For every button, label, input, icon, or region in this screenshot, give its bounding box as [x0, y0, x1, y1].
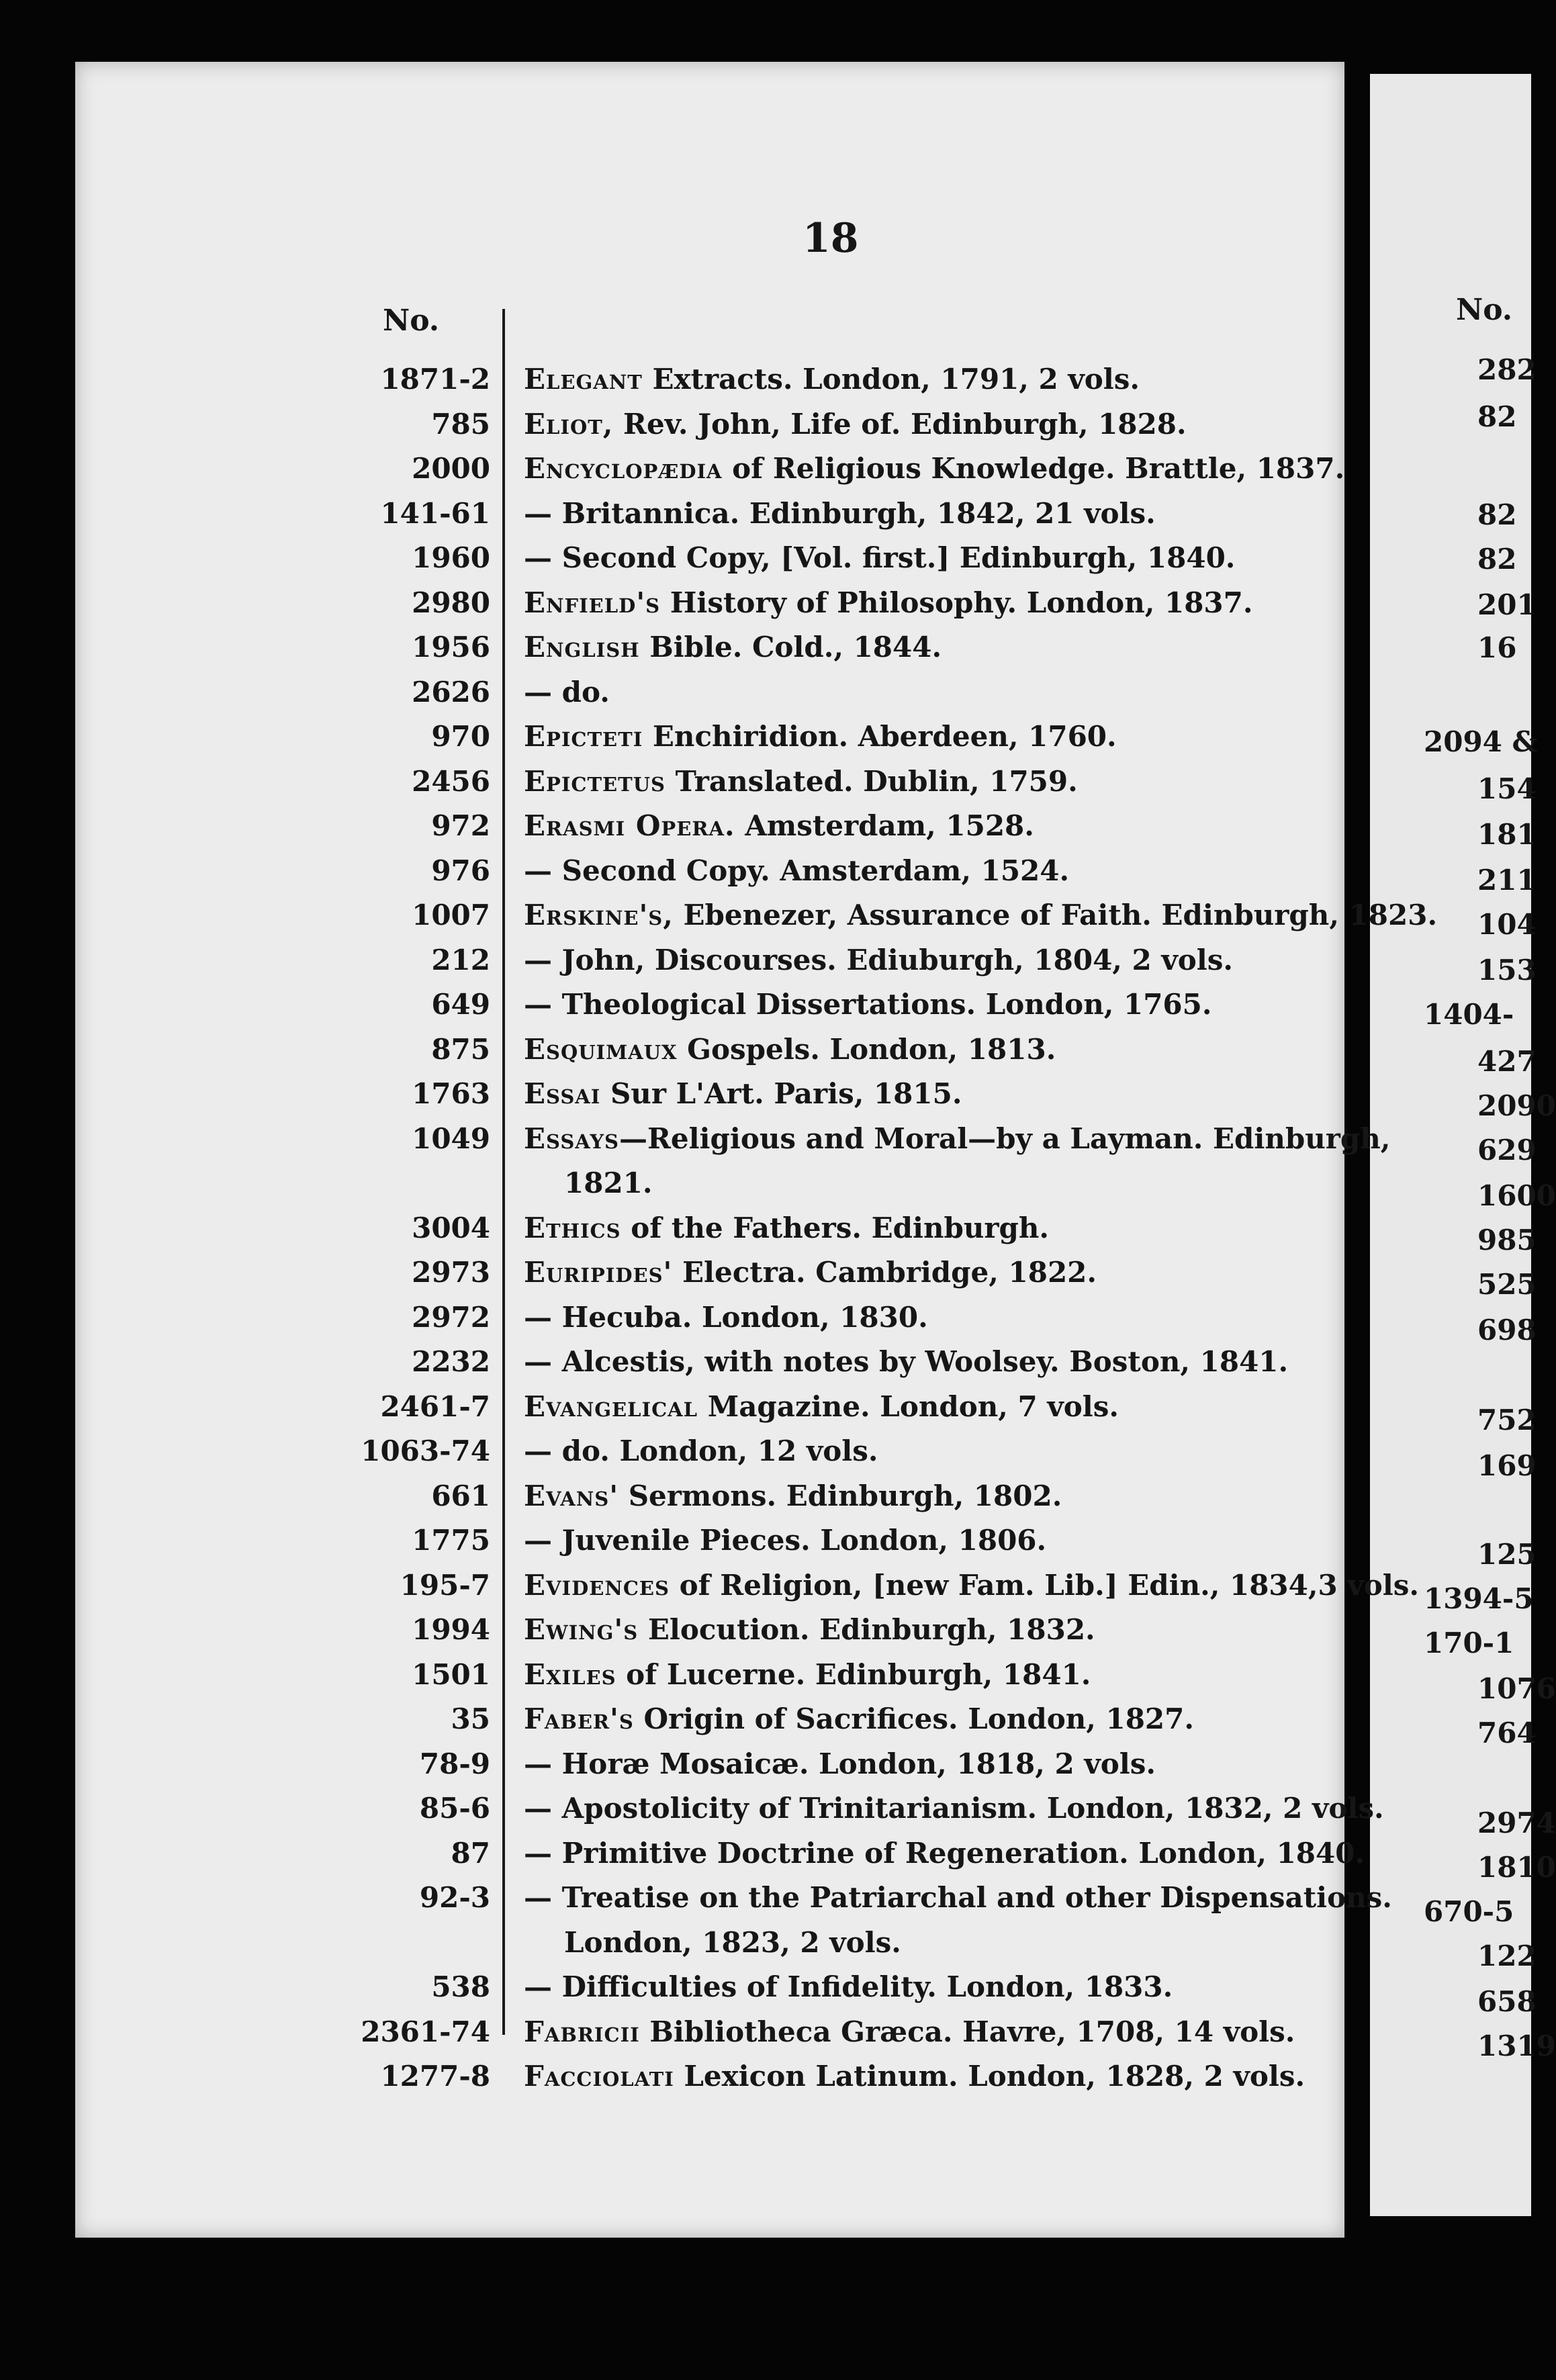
entry-text — [524, 1256, 1097, 1289]
entry-lead: Epicteti — [524, 720, 643, 753]
entry-body: Electra. Cambridge, 1822. — [672, 1256, 1097, 1289]
right-page-number: 1394-5 — [1424, 1582, 1534, 1615]
entry-number: 2626 — [412, 675, 490, 708]
entry-number: 2461-7 — [380, 1389, 490, 1423]
entry-body: — Britannica. Edinburgh, 1842, 21 vols. — [524, 496, 1156, 530]
entry-text — [524, 1122, 1390, 1155]
entry-body: Sermons. Edinburgh, 1802. — [619, 1479, 1062, 1512]
entry-row — [0, 1390, 1343, 1437]
entry-number: 2972 — [412, 1300, 490, 1334]
right-page-number: 282 — [1477, 353, 1537, 386]
entry-number: 1049 — [412, 1122, 490, 1155]
entry-body: Enchiridion. Aberdeen, 1760. — [643, 720, 1117, 753]
entry-body: — do. — [524, 675, 610, 708]
entry-text — [524, 1569, 1419, 1602]
entry-text — [524, 1613, 1095, 1646]
right-page-number: 698 — [1477, 1314, 1537, 1346]
entry-number: 976 — [431, 854, 490, 887]
entry-row — [0, 944, 1343, 991]
entry-lead: Evangelical — [524, 1389, 698, 1423]
entry-row — [0, 1077, 1343, 1124]
entry-row — [0, 854, 1343, 901]
entry-row — [0, 497, 1343, 544]
entry-body: — Juvenile Pieces. London, 1806. — [524, 1524, 1047, 1557]
entry-text — [524, 809, 1034, 842]
entry-number: 785 — [431, 407, 490, 441]
entry-row — [0, 1122, 1391, 1169]
entry-number: 2456 — [412, 764, 490, 798]
right-page-number: 764 — [1477, 1717, 1537, 1749]
entry-number: 972 — [431, 809, 490, 842]
right-page-number: 1076 — [1477, 1672, 1556, 1705]
entry-body: Bible. Cold., 1844. — [639, 631, 942, 663]
right-page-number: 104 — [1477, 908, 1537, 941]
entry-text — [524, 765, 1078, 798]
entry-number: 87 — [451, 1836, 490, 1870]
entry-text — [524, 541, 1235, 574]
entry-text — [524, 1077, 962, 1110]
entry-number: 1960 — [412, 541, 490, 574]
entry-number: 1063-74 — [361, 1434, 490, 1467]
entry-continuation: London, 1823, 2 vols. — [564, 1925, 901, 1959]
entry-lead: Fabricii — [524, 2015, 640, 2048]
entry-number: 1277-8 — [380, 2060, 490, 2093]
entry-continuation: 1821. — [564, 1166, 653, 1199]
entry-number: 85-6 — [419, 1792, 490, 1825]
entry-row — [0, 631, 1343, 678]
entry-number: 212 — [431, 943, 490, 976]
entry-text — [524, 586, 1253, 619]
entry-row — [0, 1747, 1343, 1794]
entry-body: — do. London, 12 vols. — [524, 1434, 878, 1467]
entry-lead: Esquimaux — [524, 1032, 678, 1066]
entry-row — [0, 2060, 1343, 2107]
entry-text — [524, 1658, 1091, 1691]
entry-number: 1994 — [412, 1613, 490, 1646]
entry-number: 2980 — [412, 586, 490, 619]
entry-text — [524, 854, 1069, 887]
entry-number: 875 — [431, 1032, 490, 1066]
entry-text — [524, 497, 1156, 530]
entry-number: 2973 — [412, 1256, 490, 1289]
right-page-number: 153 — [1477, 954, 1537, 987]
entry-body: Lexicon Latinum. London, 1828, 2 vols. — [674, 2060, 1306, 2093]
entry-row — [0, 408, 1343, 455]
entry-row — [0, 1836, 1365, 1884]
right-page-number: 16 — [1477, 631, 1517, 664]
entry-text — [524, 2015, 1295, 2048]
entry-body: —Religious and Moral—by a Layman. Edinburgh, — [619, 1122, 1391, 1155]
entry-number: 195-7 — [400, 1568, 490, 1602]
entry-text — [524, 1702, 1194, 1735]
entry-number: 1956 — [412, 631, 490, 663]
entry-body: — Theological Dissertations. London, 1765. — [524, 988, 1212, 1021]
entry-row — [0, 541, 1343, 588]
entry-text — [524, 1390, 1119, 1423]
entry-number: 538 — [431, 1970, 490, 2003]
entry-number: 970 — [431, 720, 490, 753]
right-page-number: 658 — [1477, 1985, 1537, 2018]
right-page-number: 2974 — [1477, 1806, 1556, 1839]
entry-number: 3004 — [412, 1211, 490, 1244]
entry-body: Ebenezer, Assurance of Faith. Edinburgh, 1823. — [673, 899, 1438, 931]
entry-row — [0, 1256, 1343, 1303]
entry-body: Translated. Dublin, 1759. — [665, 764, 1078, 798]
entry-row — [0, 1792, 1384, 1839]
entry-text — [524, 676, 610, 708]
entry-row — [0, 452, 1343, 499]
entry-body: Sur L'Art. Paris, 1815. — [600, 1077, 962, 1110]
entry-body: Extracts. London, 1791, 2 vols. — [642, 363, 1140, 396]
entry-lead: Facciolati — [524, 2060, 674, 2093]
entry-text — [524, 1345, 1288, 1378]
entry-row — [0, 586, 1343, 633]
entry-body: Bibliotheca Græca. Havre, 1708, 14 vols. — [639, 2015, 1295, 2048]
page-number: 18 — [803, 215, 859, 262]
entry-row — [0, 1434, 1343, 1481]
entry-row — [0, 1568, 1419, 1616]
entry-number: 2361-74 — [361, 2015, 490, 2048]
right-page-number: 122 — [1477, 1939, 1537, 1972]
entry-lead: Exiles — [524, 1657, 616, 1691]
entry-text — [524, 1033, 1056, 1066]
entry-text — [524, 363, 1140, 396]
entry-body: — Second Copy. Amsterdam, 1524. — [524, 854, 1070, 887]
entry-row — [0, 1970, 1343, 2017]
right-page-number: 2090 — [1477, 1089, 1556, 1122]
entry-number: 661 — [431, 1479, 490, 1512]
entry-lead: Ewing's — [524, 1613, 639, 1646]
right-page-number: 985 — [1477, 1224, 1537, 1256]
entry-text — [524, 408, 1187, 441]
entry-row — [0, 720, 1343, 767]
entry-row — [0, 1301, 1343, 1348]
entry-lead: Euripides' — [524, 1256, 673, 1289]
entry-row — [0, 765, 1343, 812]
entry-body: of Lucerne. Edinburgh, 1841. — [616, 1657, 1091, 1691]
entry-lead: Evans' — [524, 1479, 619, 1512]
entry-text — [524, 899, 1437, 931]
right-page-number: 1319 — [1477, 2029, 1556, 2062]
entry-lead: Erasmi Opera. — [524, 809, 735, 842]
entry-text — [524, 1792, 1384, 1825]
entry-number: 1763 — [412, 1077, 490, 1110]
entry-row — [0, 1524, 1343, 1571]
entry-text — [524, 1970, 1173, 2003]
right-page-number: 525 — [1477, 1268, 1537, 1301]
entry-body: History of Philosophy. London, 1837. — [660, 586, 1253, 619]
right-page-number: 427 — [1477, 1045, 1537, 1078]
entry-row — [0, 1033, 1343, 1080]
entry-body: Amsterdam, 1528. — [735, 809, 1034, 842]
right-page-number: 629 — [1477, 1134, 1537, 1166]
right-page-number: 169 — [1477, 1449, 1537, 1482]
entry-text — [524, 988, 1212, 1021]
entry-body: Origin of Sacrifices. London, 1827. — [633, 1702, 1194, 1735]
entry-lead: Epictetus — [524, 764, 666, 798]
entry-text — [524, 1881, 1392, 1914]
right-page-number: 125 — [1477, 1538, 1537, 1571]
entry-number: 141-61 — [380, 496, 490, 530]
entry-row — [0, 899, 1438, 946]
entry-row — [0, 1881, 1392, 1928]
entry-row — [0, 1479, 1343, 1526]
entry-text — [524, 452, 1344, 485]
entry-number: 1775 — [412, 1524, 490, 1557]
entry-lead: Ethics — [524, 1211, 621, 1244]
entry-body: Gospels. London, 1813. — [677, 1032, 1056, 1066]
entry-body: — Difficulties of Infidelity. London, 1833. — [524, 1970, 1173, 2003]
entry-number: 2232 — [412, 1345, 490, 1378]
entry-number: 649 — [431, 988, 490, 1021]
entry-number: 2000 — [412, 452, 490, 485]
right-page-number: 82 — [1477, 543, 1517, 576]
entry-lead: Evidences — [524, 1568, 670, 1602]
right-page-number: 2094 & — [1424, 725, 1538, 758]
right-page-number: 154 — [1477, 772, 1537, 805]
entry-lead: Essai — [524, 1077, 601, 1110]
entry-lead: Faber's — [524, 1702, 634, 1735]
entry-lead: Encyclopædia — [524, 452, 723, 485]
right-page-number: 82 — [1477, 498, 1517, 531]
entry-text — [524, 2060, 1305, 2093]
entry-row — [0, 988, 1343, 1035]
right-page-number: 670-5 — [1424, 1895, 1514, 1928]
entry-row — [0, 809, 1343, 856]
entry-text — [524, 720, 1117, 753]
entry-body: of Religious Knowledge. Brattle, 1837. — [722, 452, 1345, 485]
entry-text — [524, 1434, 878, 1467]
entry-row — [0, 1658, 1343, 1705]
entry-text — [524, 1524, 1046, 1557]
entry-body: — Primitive Doctrine of Regeneration. London, 1840. — [524, 1836, 1365, 1870]
entry-number: 1501 — [412, 1657, 490, 1691]
entry-lead: English — [524, 631, 640, 663]
right-page-number: 201 — [1477, 588, 1537, 621]
entry-row — [0, 1211, 1343, 1258]
entry-lead: Erskine's, — [524, 899, 674, 931]
entry-row — [0, 1613, 1343, 1660]
right-column-header: No. — [1456, 293, 1513, 327]
column-header-no: No. — [383, 304, 440, 338]
entry-number: 78-9 — [419, 1747, 490, 1780]
entry-body: — Treatise on the Patriarchal and other Dispensations. — [524, 1881, 1392, 1914]
entry-body: of Religion, [new Fam. Lib.] Edin., 1834,3 vols. — [669, 1568, 1419, 1602]
right-page-number: 170-1 — [1424, 1627, 1514, 1659]
right-page-number: 1404- — [1424, 998, 1514, 1031]
entry-number: 92-3 — [419, 1881, 490, 1914]
right-page-number: 82 — [1477, 400, 1517, 433]
entry-continuation-row — [0, 1926, 1343, 1973]
entry-body: Rev. John, Life of. Edinburgh, 1828. — [613, 407, 1187, 441]
entry-lead: Eliot, — [524, 407, 614, 441]
entry-text — [524, 1837, 1365, 1870]
entry-body: — John, Discourses. Ediuburgh, 1804, 2 vols. — [524, 943, 1234, 976]
entry-body: Magazine. London, 7 vols. — [698, 1389, 1119, 1423]
entry-number: 1871-2 — [380, 363, 490, 396]
entry-text — [524, 944, 1233, 976]
entry-body: Elocution. Edinburgh, 1832. — [638, 1613, 1095, 1646]
entry-text — [524, 1479, 1062, 1512]
entry-text — [524, 1301, 928, 1334]
right-page-number: 211 — [1477, 864, 1537, 897]
entry-row — [0, 1702, 1343, 1749]
entry-body: — Apostolicity of Trinitarianism. London, 1832, 2 vols. — [524, 1792, 1384, 1825]
entry-body: — Horæ Mosaicæ. London, 1818, 2 vols. — [524, 1747, 1156, 1780]
entry-row — [0, 363, 1343, 410]
right-page-number: 1600 — [1477, 1179, 1556, 1212]
entry-text — [524, 1211, 1049, 1244]
entry-number: 1007 — [412, 899, 490, 931]
entry-body: — Alcestis, with notes by Woolsey. Boston, 1841. — [524, 1345, 1289, 1378]
entry-row — [0, 2015, 1343, 2062]
entry-body: — Hecuba. London, 1830. — [524, 1300, 928, 1334]
entry-lead: Enfield's — [524, 586, 661, 619]
entry-text — [524, 631, 942, 663]
right-page-number: 752 — [1477, 1404, 1537, 1436]
entry-row — [0, 1345, 1343, 1392]
entry-body: — Second Copy, [Vol. first.] Edinburgh, 1840. — [524, 541, 1236, 574]
entry-row — [0, 676, 1343, 723]
entry-lead: Essays — [524, 1122, 619, 1155]
entry-body: of the Fathers. Edinburgh. — [621, 1211, 1050, 1244]
entry-lead: Elegant — [524, 363, 643, 396]
entry-number: 35 — [451, 1702, 490, 1735]
entry-continuation-row — [0, 1166, 1343, 1214]
right-page-number: 181 — [1477, 818, 1537, 851]
entry-text — [524, 1747, 1156, 1780]
right-page-number: 1810 — [1477, 1851, 1556, 1884]
